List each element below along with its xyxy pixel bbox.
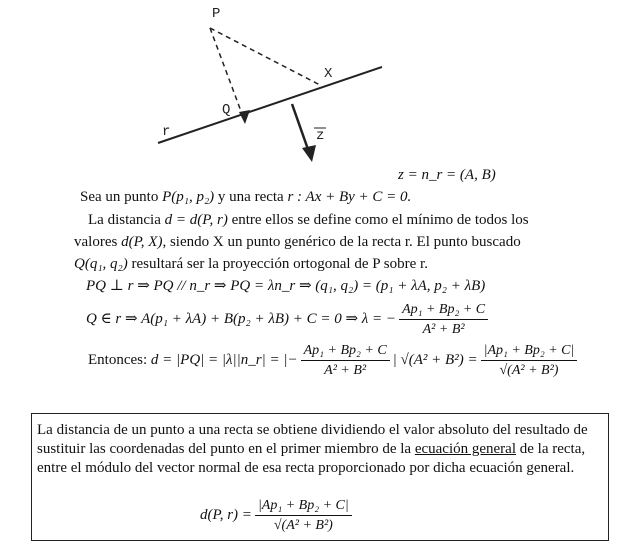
equation-perpendicular: PQ ⊥ r ⇒ PQ // n_r ⇒ PQ = λn_r ⇒ (q₁, q₂) = (p₁ + λA, p₂ + λB)	[86, 278, 486, 294]
geometry-figure	[140, 0, 400, 170]
line2-def: d = d(P, r)	[164, 212, 228, 228]
summary-formula-fraction	[255, 498, 352, 534]
entonces-label: Entonces:	[88, 352, 148, 368]
summary-formula-left: d(P, r) =	[200, 507, 252, 523]
entonces-denominator-2: √(A² + B²)	[499, 362, 559, 378]
eq-Q-fraction	[399, 302, 488, 338]
summary-text-2: de la recta, entre el módulo del vector normal de esa recta proporcionado por dicha ecuación general.	[37, 441, 586, 476]
line1-eq: r : Ax + By + C = 0.	[287, 189, 412, 205]
entonces-mid: | √(A² + B²) =	[392, 352, 478, 368]
summary-formula-denominator: √(A² + B²)	[273, 517, 333, 533]
label-r: r	[162, 124, 171, 140]
summary-formula	[200, 496, 355, 534]
line1-mid: y una recta	[217, 189, 284, 205]
entonces-expr: d = |PQ| = |λ||n_r| = |−	[150, 352, 298, 368]
line-r	[158, 67, 382, 143]
summary-text-1: La distancia de un punto a una recta se obtiene dividiendo el valor absoluto del resultado de sustituir las coordenadas del punto en el primer miembro de la	[37, 422, 588, 457]
paragraph-line-2	[88, 211, 529, 229]
segment-PX	[210, 28, 320, 85]
summary-formula-numerator: |Ap₁ + Bp₂ + C|	[255, 498, 352, 516]
entonces-fraction-2	[481, 343, 578, 379]
label-X: X	[324, 66, 333, 82]
equation-Q-on-r	[86, 300, 491, 338]
paragraph-line-1	[80, 188, 411, 206]
line3-suffix: , siendo X un punto genérico de la recta r. El punto buscado	[162, 234, 521, 250]
entonces-numerator-1: Ap₁ + Bp₂ + C	[301, 343, 390, 361]
line2-prefix: La distancia	[88, 212, 161, 228]
figure-drawing	[140, 0, 400, 170]
line3-expr: d(P, X)	[121, 234, 163, 250]
summary-text	[37, 421, 603, 478]
eq-Q-left: Q ∈ r ⇒ A(p₁ + λA) + B(p₂ + λB) + C = 0 ⇒ λ = −	[86, 311, 397, 327]
arrowhead-Q	[239, 110, 250, 124]
entonces-denominator-1: A² + B²	[324, 362, 367, 378]
label-P: P	[212, 6, 221, 22]
eq-Q-numerator: Ap₁ + Bp₂ + C	[399, 302, 488, 320]
line1-prefix: Sea un punto	[80, 189, 159, 205]
line2-suffix: entre ellos se define como el mínimo de todos los	[231, 212, 529, 228]
line4-suffix: resultará ser la proyección ortogonal de P sobre r.	[131, 256, 428, 272]
paragraph-line-4	[74, 255, 428, 273]
line1-point: P(p₁, p₂)	[162, 189, 215, 205]
equation-entonces	[88, 340, 580, 380]
arrowhead-z	[302, 145, 316, 162]
line3-prefix: valores	[74, 234, 118, 250]
paragraph-line-3	[74, 233, 521, 251]
eq-Q-denominator: A² + B²	[422, 321, 465, 337]
label-Q: Q	[222, 102, 231, 118]
label-z: z	[316, 128, 325, 144]
line4-expr: Q(q₁, q₂)	[74, 256, 128, 272]
entonces-numerator-2: |Ap₁ + Bp₂ + C|	[481, 343, 578, 361]
entonces-fraction-1	[301, 343, 390, 379]
ecuacion-general-link[interactable]: ecuación general	[414, 441, 516, 457]
normal-vector-equation: z = n_r = (A, B)	[398, 167, 496, 183]
